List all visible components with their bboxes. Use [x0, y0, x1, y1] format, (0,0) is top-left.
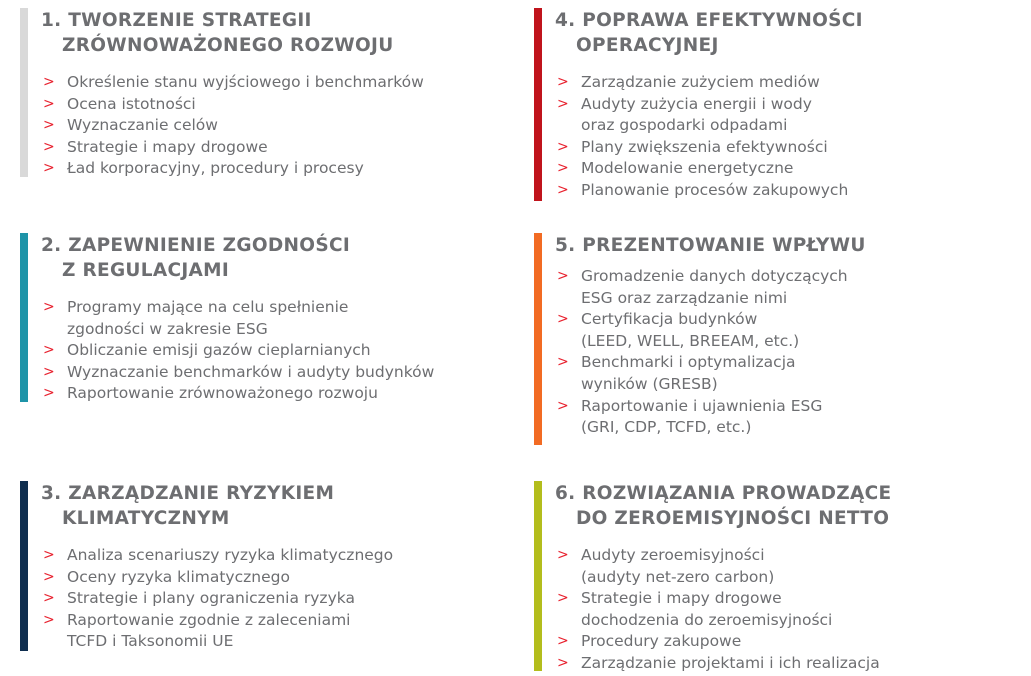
card-items	[41, 72, 424, 180]
chevron-right-icon: >	[43, 299, 55, 315]
list-item-text: Wyznaczanie benchmarków i audyty budynków	[67, 362, 435, 381]
list-item-text: Strategie i plany ograniczenia ryzyka	[67, 589, 355, 608]
chevron-right-icon: >	[43, 117, 55, 134]
service-card-net-zero	[534, 481, 891, 671]
card-title	[555, 8, 863, 58]
list-item-text: zgodności w zakresie ESG	[67, 319, 268, 338]
card-items	[555, 545, 891, 675]
chevron-right-icon: >	[557, 633, 569, 650]
list-item	[41, 567, 393, 589]
card-title-line2: DO ZEROEMISYJNOŚCI NETTO	[576, 508, 890, 529]
chevron-right-icon: >	[43, 160, 55, 177]
list-item-text: Zarządzanie projektami i ich realizacja	[581, 653, 880, 672]
chevron-right-icon: >	[43, 385, 55, 402]
card-title	[41, 8, 424, 58]
list-item-text: Wyznaczanie celów	[67, 116, 218, 135]
list-item	[555, 588, 891, 631]
chevron-right-icon: >	[43, 74, 55, 90]
list-item-text: ESG oraz zarządzanie nimi	[581, 288, 788, 307]
card-title-line1: 1. TWORZENIE STRATEGII	[41, 10, 312, 31]
list-item-text: Programy mające na celu spełnienie	[67, 298, 349, 316]
chevron-right-icon: >	[43, 547, 55, 563]
chevron-right-icon: >	[43, 611, 55, 628]
list-item	[555, 631, 891, 653]
card-title	[555, 481, 891, 531]
list-item	[41, 362, 434, 384]
card-title-line1: 2. ZAPEWNIENIE ZGODNOŚCI	[41, 235, 350, 256]
list-item-text: Gromadzenie danych dotyczących	[581, 267, 848, 285]
list-item-text: Strategie i mapy drogowe	[581, 589, 782, 608]
list-item-text: Oceny ryzyka klimatycznego	[67, 567, 290, 586]
list-item-text: (audyty net-zero carbon)	[581, 567, 775, 586]
list-item	[555, 137, 863, 159]
chevron-right-icon: >	[43, 590, 55, 607]
list-item-text: Obliczanie emisji gazów cieplarnianych	[67, 341, 371, 360]
card-items	[41, 297, 434, 405]
list-item-text: Plany zwiększenia efektywności	[581, 137, 828, 156]
list-item	[555, 266, 866, 309]
chevron-right-icon: >	[557, 547, 569, 563]
chevron-right-icon: >	[557, 74, 569, 90]
chevron-right-icon: >	[43, 568, 55, 585]
list-item-text: TCFD i Taksonomii UE	[67, 632, 234, 651]
list-item-text: Raportowanie i ujawnienia ESG	[581, 396, 823, 415]
chevron-right-icon: >	[557, 354, 569, 371]
list-item-text: oraz gospodarki odpadami	[581, 116, 788, 135]
card-title-line1: 5. PREZENTOWANIE WPŁYWU	[555, 235, 866, 256]
card-title	[555, 233, 866, 258]
card-title-line2: KLIMATYCZNYM	[62, 508, 230, 529]
service-card-sustainability-strategy	[20, 8, 424, 177]
chevron-right-icon: >	[557, 311, 569, 328]
service-card-operational-efficiency	[534, 8, 863, 201]
card-title-line1: 3. ZARZĄDZANIE RYZYKIEM	[41, 483, 335, 504]
list-item-text: Zarządzanie zużyciem mediów	[581, 73, 820, 91]
list-item	[41, 545, 393, 567]
list-item	[555, 180, 863, 202]
service-card-impact-presentation	[534, 233, 866, 445]
list-item-text: Audyty zużycia energii i wody	[581, 94, 812, 113]
list-item	[555, 94, 863, 137]
card-title-line2: Z REGULACJAMI	[62, 260, 230, 281]
card-title-line1: 4. POPRAWA EFEKTYWNOŚCI	[555, 10, 863, 31]
list-item-text: (GRI, CDP, TCFD, etc.)	[581, 418, 752, 437]
card-items	[555, 266, 866, 439]
list-item-text: Analiza scenariuszy ryzyka klimatycznego	[67, 546, 394, 564]
list-item-text: Modelowanie energetyczne	[581, 159, 794, 178]
list-item-text: Procedury zakupowe	[581, 632, 742, 651]
list-item	[41, 94, 424, 116]
list-item-text: Ocena istotności	[67, 94, 196, 113]
chevron-right-icon: >	[43, 363, 55, 380]
list-item-text: (LEED, WELL, BREEAM, etc.)	[581, 331, 800, 350]
chevron-right-icon: >	[557, 160, 569, 177]
list-item-text: Benchmarki i optymalizacja	[581, 353, 796, 372]
list-item-text: Audyty zeroemisyjności	[581, 546, 765, 564]
list-item	[41, 383, 434, 405]
list-item	[41, 72, 424, 94]
chevron-right-icon: >	[43, 342, 55, 359]
list-item	[555, 545, 891, 588]
list-item	[41, 115, 424, 137]
chevron-right-icon: >	[557, 397, 569, 414]
list-item	[41, 137, 424, 159]
list-item-text: Raportowanie zgodnie z zaleceniami	[67, 610, 351, 629]
chevron-right-icon: >	[557, 590, 569, 607]
card-items	[555, 72, 863, 202]
chevron-right-icon: >	[557, 268, 569, 284]
card-title-line2: OPERACYJNEJ	[576, 35, 719, 56]
list-item	[555, 396, 866, 439]
card-title-line2: ZRÓWNOWAŻONEGO ROZWOJU	[62, 35, 394, 56]
chevron-right-icon: >	[43, 95, 55, 112]
list-item-text: Określenie stanu wyjściowego i benchmarków	[67, 73, 424, 91]
card-title	[41, 481, 393, 531]
service-card-climate-risk	[20, 481, 393, 651]
list-item	[555, 653, 891, 675]
chevron-right-icon: >	[557, 181, 569, 198]
list-item	[555, 72, 863, 94]
list-item	[41, 610, 393, 653]
card-title-line1: 6. ROZWIĄZANIA PROWADZĄCE	[555, 483, 892, 504]
list-item-text: Planowanie procesów zakupowych	[581, 180, 849, 199]
list-item	[555, 158, 863, 180]
list-item	[555, 309, 866, 352]
list-item	[41, 340, 434, 362]
list-item-text: Raportowanie zrównoważonego rozwoju	[67, 384, 378, 403]
service-card-regulatory-compliance	[20, 233, 434, 402]
chevron-right-icon: >	[557, 95, 569, 112]
list-item	[41, 588, 393, 610]
list-item-text: wyników (GRESB)	[581, 374, 718, 393]
list-item	[555, 352, 866, 395]
list-item-text: Certyfikacja budynków	[581, 310, 758, 329]
list-item-text: Ład korporacyjny, procedury i procesy	[67, 159, 364, 178]
chevron-right-icon: >	[43, 138, 55, 155]
chevron-right-icon: >	[557, 138, 569, 155]
card-items	[41, 545, 393, 653]
card-title	[41, 233, 434, 283]
chevron-right-icon: >	[557, 654, 569, 671]
list-item-text: dochodzenia do zeroemisyjności	[581, 610, 833, 629]
list-item	[41, 158, 424, 180]
list-item	[41, 297, 434, 340]
list-item-text: Strategie i mapy drogowe	[67, 137, 268, 156]
